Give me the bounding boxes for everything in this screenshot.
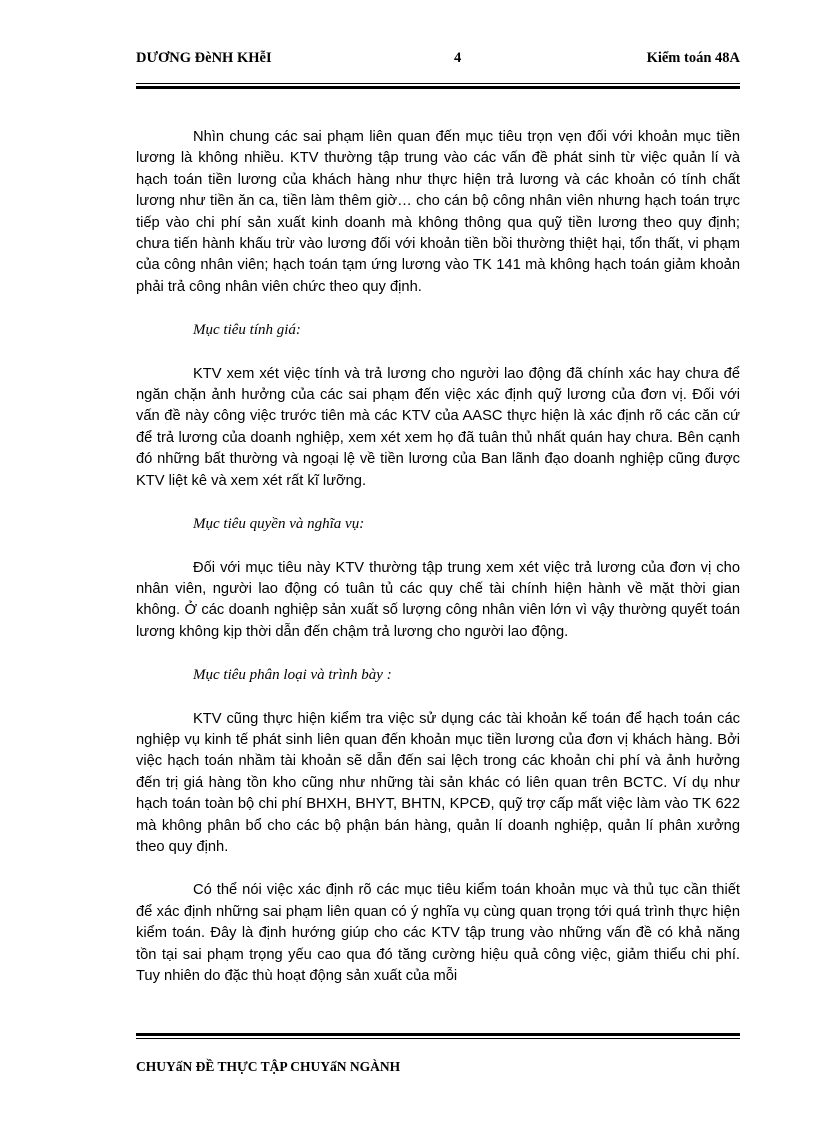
footer-rule-thin (136, 1038, 740, 1039)
paragraph-rights-obligations: Đối với mục tiêu này KTV thường tập trung xem xét việc trả lương của đơn vị cho nhân viên, người lao động có tuân tủ các quy chế tài chính hiện hành về mặt thời gian không. Ở các doanh nghiệp sản xuất số lượng công nhân viên lớn vì vậy thường quyết toán lương không kịp thời dẫn đến chậm trả lương cho người lao động. (136, 559, 740, 640)
document-body (136, 127, 740, 987)
header-rule-thick (136, 86, 740, 89)
page-footer: CHUYấN ĐỀ THỰC TẬP CHUYấN NGÀNH (136, 1059, 401, 1074)
heading-rights-obligations: Mục tiêu quyền và nghĩa vụ: (193, 516, 365, 533)
header-class-name: Kiểm toán 48A (646, 50, 740, 66)
heading-classification: Mục tiêu phân loại và trình bày : (193, 667, 392, 684)
paragraph-completeness: Nhìn chung các sai phạm liên quan đến mục tiêu trọn vẹn đối với khoản mục tiền lương là không nhiều. KTV thường tập trung vào các vấn đề phát sinh từ việc quản lí và hạch toán tiền lương của khách hàng như thực hiện trả lương và các khoản có tính chất lương như tiền ăn ca, tiền làm thêm giờ… cho cán bộ công nhân viên nhưng hạch toán trực tiếp vào chi phí sản xuất kinh doanh mà không thông qua quỹ tiền lương theo quy định; chưa tiến hành khấu trừ vào lương đối với khoản tiền bồi thường thiệt hại, tổn thất, vi phạm của công nhân viên; hạch toán tạm ứng lương vào TK 141 mà không hạch toán giảm khoản phải trả công nhân viên chức theo quy định. (136, 129, 740, 295)
header-author: DƯƠNG ĐèNH KHễI (136, 50, 272, 66)
header-rule-thin (136, 83, 740, 84)
header-page-number: 4 (454, 50, 462, 66)
heading-valuation: Mục tiêu tính giá: (193, 322, 301, 339)
footer-rule-thick (136, 1033, 740, 1036)
page-header (136, 50, 740, 70)
paragraph-valuation: KTV xem xét việc tính và trả lương cho người lao động đã chính xác hay chưa để ngăn chặn ảnh hưởng của các sai phạm đến việc xác định quỹ lương của đơn vị. Đối với vấn đề này công việc trước tiên mà các KTV của AASC thực hiện là xác định rõ các căn cứ để trả lương của doanh nghiệp, xem xét xem họ đã tuân thủ nhất quán hay chưa. Bên cạnh đó những bất thường và ngoại lệ về tiền lương của Ban lãnh đạo doanh nghiệp cũng được KTV liệt kê và xem xét rất kĩ lưỡng. (136, 365, 740, 489)
paragraph-conclusion: Có thể nói việc xác định rõ các mục tiêu kiểm toán khoản mục và thủ tục cần thiết để xác định những sai phạm liên quan có ý nghĩa vụ cùng quan trọng tới quá trình thực hiện kiểm toán. Đây là định hướng giúp cho các KTV tập trung vào những vấn đề có khả năng tồn tại sai phạm trọng yếu cao qua đó tăng cường hiệu quả công việc, giảm thiểu chi phí. Tuy nhiên do đặc thù hoạt động sản xuất của mỗi (136, 882, 740, 984)
paragraph-classification: KTV cũng thực hiện kiểm tra việc sử dụng các tài khoản kế toán để hạch toán các nghiệp vụ kinh tế phát sinh liên quan đến khoản mục tiền lương của đơn vị khách hàng. Bởi việc hạch toán nhầm tài khoản sẽ dẫn đến sai lệch trong các khoản chi phí và ảnh hưởng đến trị giá hàng tồn kho cũng như những tài sản khác có liên quan trên BCTC. Ví dụ như hạch toán toàn bộ chi phí BHXH, BHYT, BHTN, KPCĐ, quỹ trợ cấp mất việc làm vào TK 622 mà không phân bổ cho các bộ phận bán hàng, quản lí doanh nghiệp, quản lí phân xưởng theo quy định. (136, 710, 740, 855)
